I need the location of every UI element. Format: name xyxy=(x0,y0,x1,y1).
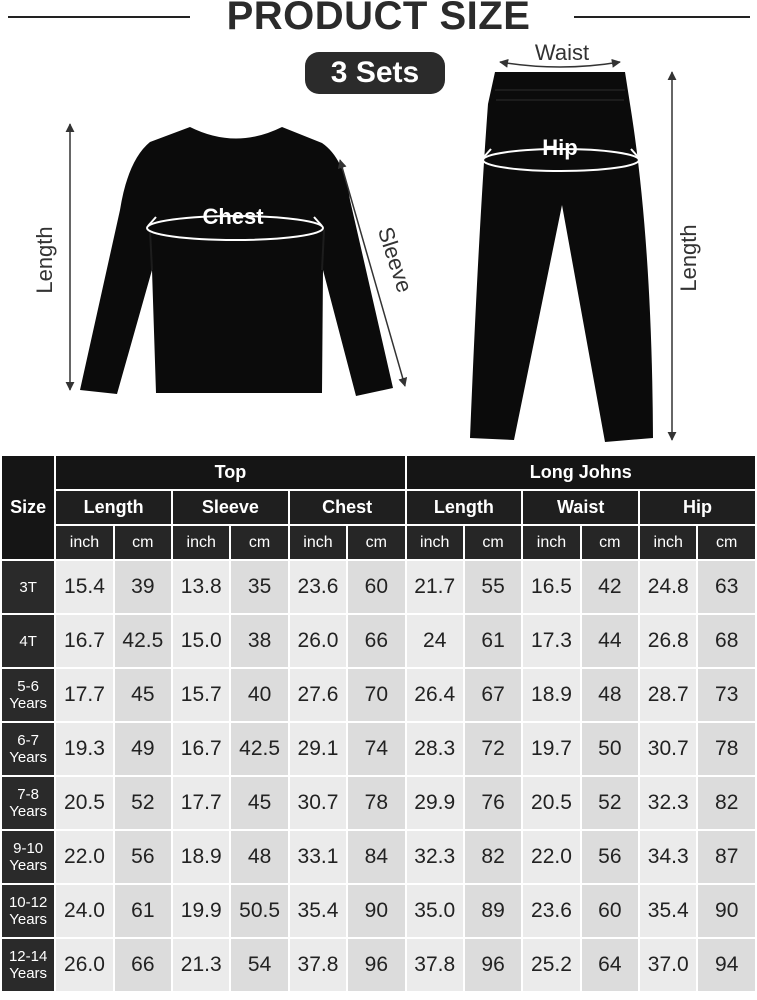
value-cell: 89 xyxy=(465,885,521,937)
value-cell: 72 xyxy=(465,723,521,775)
value-cell: 29.1 xyxy=(290,723,346,775)
value-cell: 30.7 xyxy=(290,777,346,829)
table-row xyxy=(2,723,755,775)
value-cell: 35.4 xyxy=(640,885,696,937)
value-cell: 16.7 xyxy=(173,723,229,775)
value-cell: 24 xyxy=(407,615,463,667)
value-cell: 17.7 xyxy=(173,777,229,829)
unit-header: inch xyxy=(290,526,346,559)
value-cell: 19.3 xyxy=(56,723,112,775)
value-cell: 40 xyxy=(231,669,287,721)
value-cell: 94 xyxy=(698,939,755,991)
value-cell: 16.5 xyxy=(523,561,579,613)
value-cell: 73 xyxy=(698,669,755,721)
measure-header-chest: Chest xyxy=(290,491,405,524)
group-header-long-johns: Long Johns xyxy=(407,456,755,489)
value-cell: 26.4 xyxy=(407,669,463,721)
value-cell: 35 xyxy=(231,561,287,613)
value-cell: 20.5 xyxy=(56,777,112,829)
table-row xyxy=(2,615,755,667)
value-cell: 52 xyxy=(115,777,171,829)
size-cell: 5-6 Years xyxy=(2,669,54,721)
value-cell: 60 xyxy=(582,885,638,937)
table-row xyxy=(2,831,755,883)
unit-header: cm xyxy=(231,526,287,559)
size-table xyxy=(0,454,757,993)
value-cell: 22.0 xyxy=(56,831,112,883)
value-cell: 13.8 xyxy=(173,561,229,613)
chest-label: Chest xyxy=(202,204,264,229)
measure-header-pants-length: Length xyxy=(407,491,522,524)
table-row xyxy=(2,939,755,991)
pants-length-label: Length xyxy=(676,224,701,292)
size-cell: 4T xyxy=(2,615,54,667)
measure-header-sleeve: Sleeve xyxy=(173,491,288,524)
value-cell: 17.3 xyxy=(523,615,579,667)
value-cell: 45 xyxy=(115,669,171,721)
value-cell: 33.1 xyxy=(290,831,346,883)
value-cell: 87 xyxy=(698,831,755,883)
value-cell: 23.6 xyxy=(290,561,346,613)
measure-header-waist: Waist xyxy=(523,491,638,524)
unit-header: inch xyxy=(173,526,229,559)
value-cell: 32.3 xyxy=(407,831,463,883)
size-cell: 7-8 Years xyxy=(2,777,54,829)
value-cell: 37.8 xyxy=(290,939,346,991)
value-cell: 15.4 xyxy=(56,561,112,613)
value-cell: 49 xyxy=(115,723,171,775)
value-cell: 78 xyxy=(348,777,404,829)
value-cell: 35.4 xyxy=(290,885,346,937)
size-cell: 12-14 Years xyxy=(2,939,54,991)
value-cell: 68 xyxy=(698,615,755,667)
value-cell: 90 xyxy=(348,885,404,937)
value-cell: 35.0 xyxy=(407,885,463,937)
unit-header: inch xyxy=(56,526,112,559)
value-cell: 50.5 xyxy=(231,885,287,937)
size-illustration xyxy=(0,0,757,452)
size-column-header: Size xyxy=(2,456,54,559)
value-cell: 64 xyxy=(582,939,638,991)
value-cell: 32.3 xyxy=(640,777,696,829)
value-cell: 42.5 xyxy=(115,615,171,667)
value-cell: 74 xyxy=(348,723,404,775)
unit-header: inch xyxy=(407,526,463,559)
value-cell: 26.0 xyxy=(56,939,112,991)
value-cell: 30.7 xyxy=(640,723,696,775)
value-cell: 23.6 xyxy=(523,885,579,937)
unit-header: cm xyxy=(698,526,755,559)
value-cell: 18.9 xyxy=(173,831,229,883)
value-cell: 25.2 xyxy=(523,939,579,991)
value-cell: 19.9 xyxy=(173,885,229,937)
value-cell: 42 xyxy=(582,561,638,613)
unit-header: cm xyxy=(465,526,521,559)
unit-header: cm xyxy=(115,526,171,559)
value-cell: 39 xyxy=(115,561,171,613)
value-cell: 44 xyxy=(582,615,638,667)
group-header-top: Top xyxy=(56,456,404,489)
unit-header: inch xyxy=(523,526,579,559)
value-cell: 60 xyxy=(348,561,404,613)
unit-header: inch xyxy=(640,526,696,559)
value-cell: 50 xyxy=(582,723,638,775)
long-johns-image xyxy=(470,72,653,442)
value-cell: 16.7 xyxy=(56,615,112,667)
value-cell: 70 xyxy=(348,669,404,721)
value-cell: 21.7 xyxy=(407,561,463,613)
sets-badge: 3 Sets xyxy=(305,52,445,94)
value-cell: 15.0 xyxy=(173,615,229,667)
value-cell: 82 xyxy=(698,777,755,829)
value-cell: 48 xyxy=(231,831,287,883)
measure-header-hip: Hip xyxy=(640,491,755,524)
value-cell: 18.9 xyxy=(523,669,579,721)
value-cell: 63 xyxy=(698,561,755,613)
table-row xyxy=(2,561,755,613)
value-cell: 29.9 xyxy=(407,777,463,829)
value-cell: 56 xyxy=(115,831,171,883)
value-cell: 28.7 xyxy=(640,669,696,721)
value-cell: 96 xyxy=(348,939,404,991)
value-cell: 17.7 xyxy=(56,669,112,721)
value-cell: 37.8 xyxy=(407,939,463,991)
size-cell: 3T xyxy=(2,561,54,613)
value-cell: 90 xyxy=(698,885,755,937)
size-cell: 10-12 Years xyxy=(2,885,54,937)
value-cell: 48 xyxy=(582,669,638,721)
value-cell: 19.7 xyxy=(523,723,579,775)
value-cell: 61 xyxy=(465,615,521,667)
value-cell: 66 xyxy=(115,939,171,991)
value-cell: 67 xyxy=(465,669,521,721)
value-cell: 55 xyxy=(465,561,521,613)
waist-label: Waist xyxy=(534,40,590,65)
table-row xyxy=(2,885,755,937)
page-title: PRODUCT SIZE xyxy=(226,0,531,38)
value-cell: 21.3 xyxy=(173,939,229,991)
value-cell: 56 xyxy=(582,831,638,883)
value-cell: 52 xyxy=(582,777,638,829)
value-cell: 24.8 xyxy=(640,561,696,613)
value-cell: 38 xyxy=(231,615,287,667)
value-cell: 34.3 xyxy=(640,831,696,883)
value-cell: 42.5 xyxy=(231,723,287,775)
value-cell: 28.3 xyxy=(407,723,463,775)
value-cell: 61 xyxy=(115,885,171,937)
size-cell: 6-7 Years xyxy=(2,723,54,775)
sleeve-label: Sleeve xyxy=(372,223,418,296)
value-cell: 26.0 xyxy=(290,615,346,667)
value-cell: 78 xyxy=(698,723,755,775)
value-cell: 96 xyxy=(465,939,521,991)
unit-header: cm xyxy=(582,526,638,559)
value-cell: 15.7 xyxy=(173,669,229,721)
hip-label: Hip xyxy=(542,135,578,160)
value-cell: 82 xyxy=(465,831,521,883)
table-row xyxy=(2,669,755,721)
value-cell: 84 xyxy=(348,831,404,883)
top-length-label: Length xyxy=(32,226,57,294)
measure-header-top-length: Length xyxy=(56,491,171,524)
value-cell: 76 xyxy=(465,777,521,829)
size-cell: 9-10 Years xyxy=(2,831,54,883)
unit-header: cm xyxy=(348,526,404,559)
value-cell: 24.0 xyxy=(56,885,112,937)
value-cell: 54 xyxy=(231,939,287,991)
value-cell: 66 xyxy=(348,615,404,667)
value-cell: 26.8 xyxy=(640,615,696,667)
value-cell: 22.0 xyxy=(523,831,579,883)
value-cell: 27.6 xyxy=(290,669,346,721)
value-cell: 45 xyxy=(231,777,287,829)
value-cell: 37.0 xyxy=(640,939,696,991)
long-sleeve-top-image xyxy=(80,127,393,396)
table-row xyxy=(2,777,755,829)
value-cell: 20.5 xyxy=(523,777,579,829)
